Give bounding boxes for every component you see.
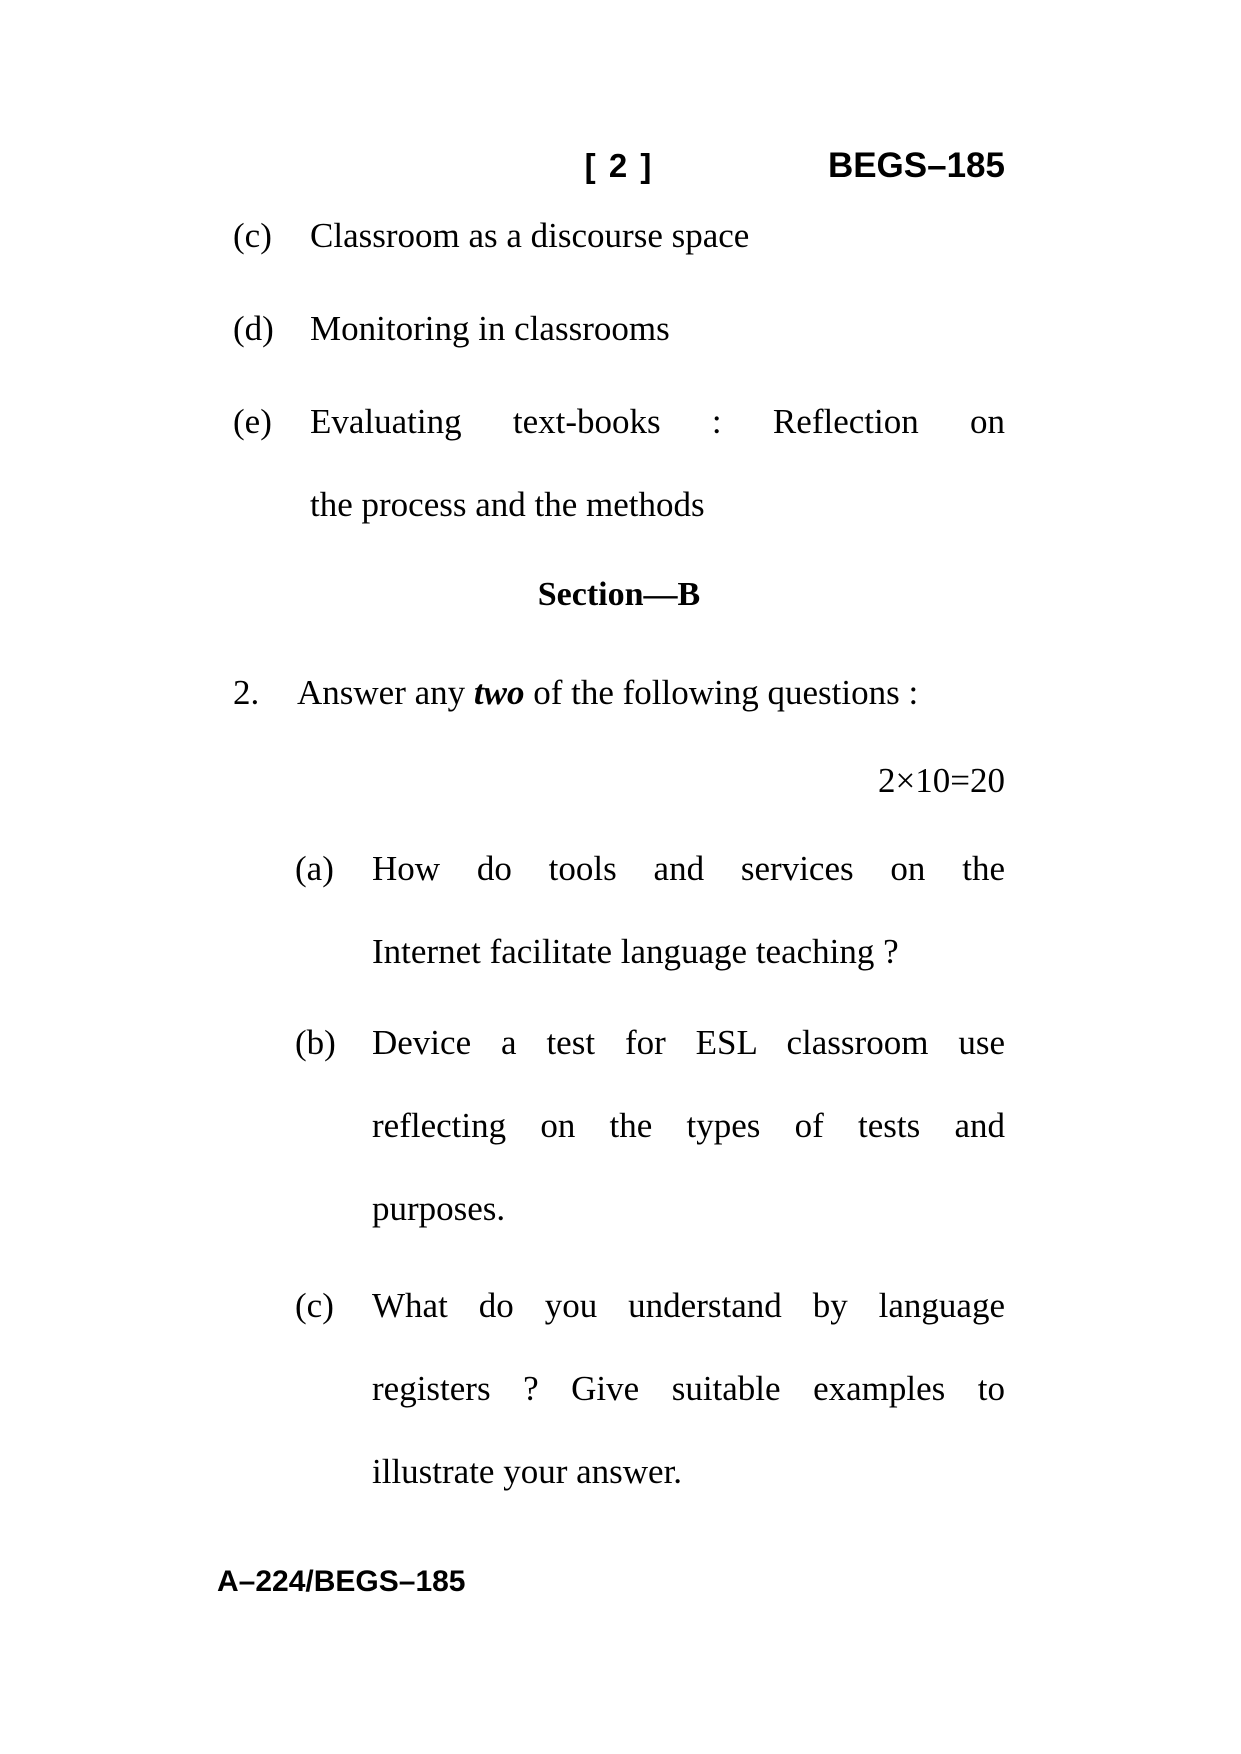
item-label: (e) [233, 402, 272, 441]
list-item [233, 194, 1005, 277]
item-line: Internet facilitate language teaching ? [372, 932, 899, 971]
section-a-item-list [233, 194, 1005, 546]
question-emphasis: two [473, 673, 525, 712]
item-text [372, 1001, 1005, 1250]
list-item [233, 380, 1005, 546]
list-item [295, 827, 1005, 993]
paper-code-footer: A–224/BEGS–185 [217, 1565, 466, 1598]
item-label: (c) [295, 1286, 334, 1325]
item-text [372, 827, 1005, 993]
question-2 [233, 651, 1005, 734]
question-text [297, 651, 1005, 734]
marks-value: 2×10=20 [878, 761, 1005, 800]
item-line: Monitoring in classrooms [310, 309, 670, 348]
item-label: (b) [295, 1023, 336, 1062]
question-text-after: of the following questions : [524, 673, 919, 712]
item-line: the process and the methods [310, 485, 705, 524]
item-line: purposes. [372, 1189, 506, 1228]
item-label: (d) [233, 309, 274, 348]
item-text [372, 1264, 1005, 1513]
item-text [310, 380, 1005, 546]
item-line: illustrate your answer. [372, 1452, 683, 1491]
item-text [310, 287, 1005, 370]
section-title: Section—B [537, 576, 701, 613]
item-line: registers ? Give suitable examples to [372, 1369, 1005, 1408]
item-label: (a) [295, 849, 334, 888]
list-item [233, 287, 1005, 370]
question-text-before: Answer any [297, 673, 474, 712]
item-line: Evaluating text-books : Reflection on [310, 402, 1005, 441]
item-line: How do tools and services on the [372, 849, 1005, 888]
item-line: reflecting on the types of tests and [372, 1106, 1005, 1145]
course-code: BEGS–185 [827, 146, 1005, 185]
page-number: [ 2 ] [584, 147, 654, 184]
item-line: What do you understand by language [372, 1286, 1005, 1325]
item-line: Classroom as a discourse space [310, 216, 750, 255]
list-item [295, 1001, 1005, 1250]
page-header [233, 146, 1005, 186]
item-line: Device a test for ESL classroom use [372, 1023, 1005, 1062]
list-item [295, 1264, 1005, 1513]
item-label: (c) [233, 216, 272, 255]
question-number: 2. [233, 673, 260, 712]
sub-question-list [295, 827, 1005, 1513]
item-text [310, 194, 1005, 277]
